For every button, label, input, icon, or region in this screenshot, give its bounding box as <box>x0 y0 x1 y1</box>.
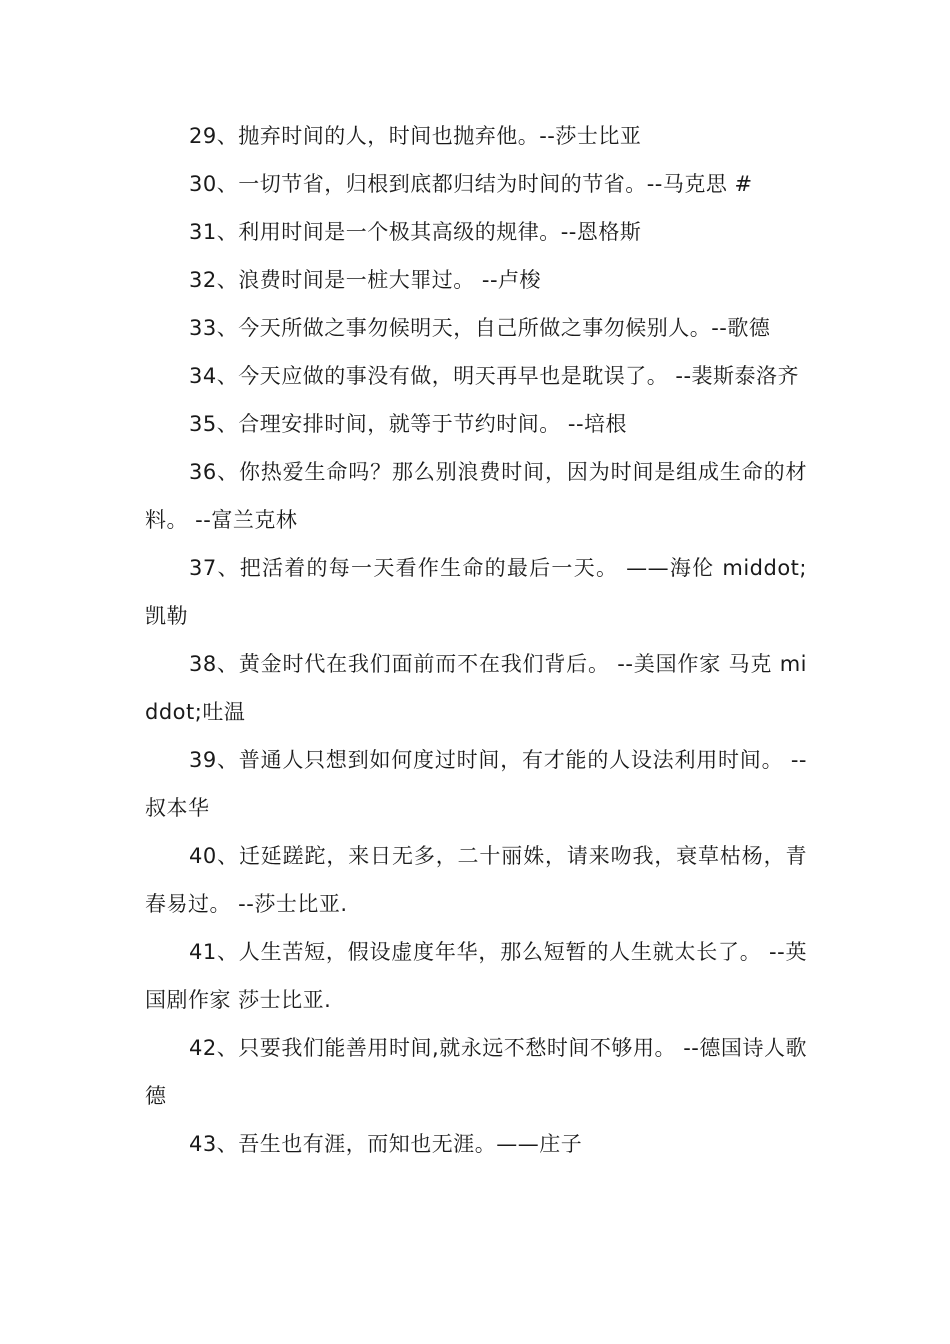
quote-paragraph-29: 29、抛弃时间的人，时间也抛弃他。--莎士比亚 <box>189 124 642 148</box>
quote-paragraph-31: 31、利用时间是一个极其高级的规律。--恩格斯 <box>189 220 642 244</box>
quote-paragraph-35: 35、合理安排时间，就等于节约时间。 --培根 <box>189 412 628 436</box>
quote-paragraph-40: 40、迁延蹉跎，来日无多，二十丽姝，请来吻我，衰草枯杨，青春易过。 --莎士比亚. <box>145 844 807 916</box>
quote-paragraph-37: 37、把活着的每一天看作生命的最后一天。 ——海伦 middot;凯勒 <box>145 556 807 628</box>
quote-paragraph-30: 30、一切节省，归根到底都归结为时间的节省。--马克思 # <box>189 172 753 196</box>
quote-paragraph-36: 36、你热爱生命吗？那么别浪费时间，因为时间是组成生命的材料。 --富兰克林 <box>145 460 807 532</box>
quote-paragraph-33: 33、今天所做之事勿候明天，自己所做之事勿候别人。--歌德 <box>189 316 771 340</box>
quote-paragraph-32: 32、浪费时间是一桩大罪过。 --卢梭 <box>189 268 542 292</box>
quote-paragraph-41: 41、人生苦短，假设虚度年华，那么短暂的人生就太长了。 --英国剧作家 莎士比亚. <box>145 940 807 1012</box>
quote-paragraph-43: 43、吾生也有涯，而知也无涯。——庄子 <box>189 1132 583 1156</box>
quote-paragraph-38: 38、黄金时代在我们面前而不在我们背后。 --美国作家 马克 middot;吐温 <box>145 652 807 724</box>
document-body <box>145 112 807 1168</box>
quote-paragraph-42: 42、只要我们能善用时间,就永远不愁时间不够用。 --德国诗人歌德 <box>145 1036 807 1108</box>
quote-paragraph-34: 34、今天应做的事没有做，明天再早也是耽误了。 --裴斯泰洛齐 <box>189 364 800 388</box>
quote-paragraph-39: 39、普通人只想到如何度过时间，有才能的人设法利用时间。 --叔本华 <box>145 748 807 820</box>
